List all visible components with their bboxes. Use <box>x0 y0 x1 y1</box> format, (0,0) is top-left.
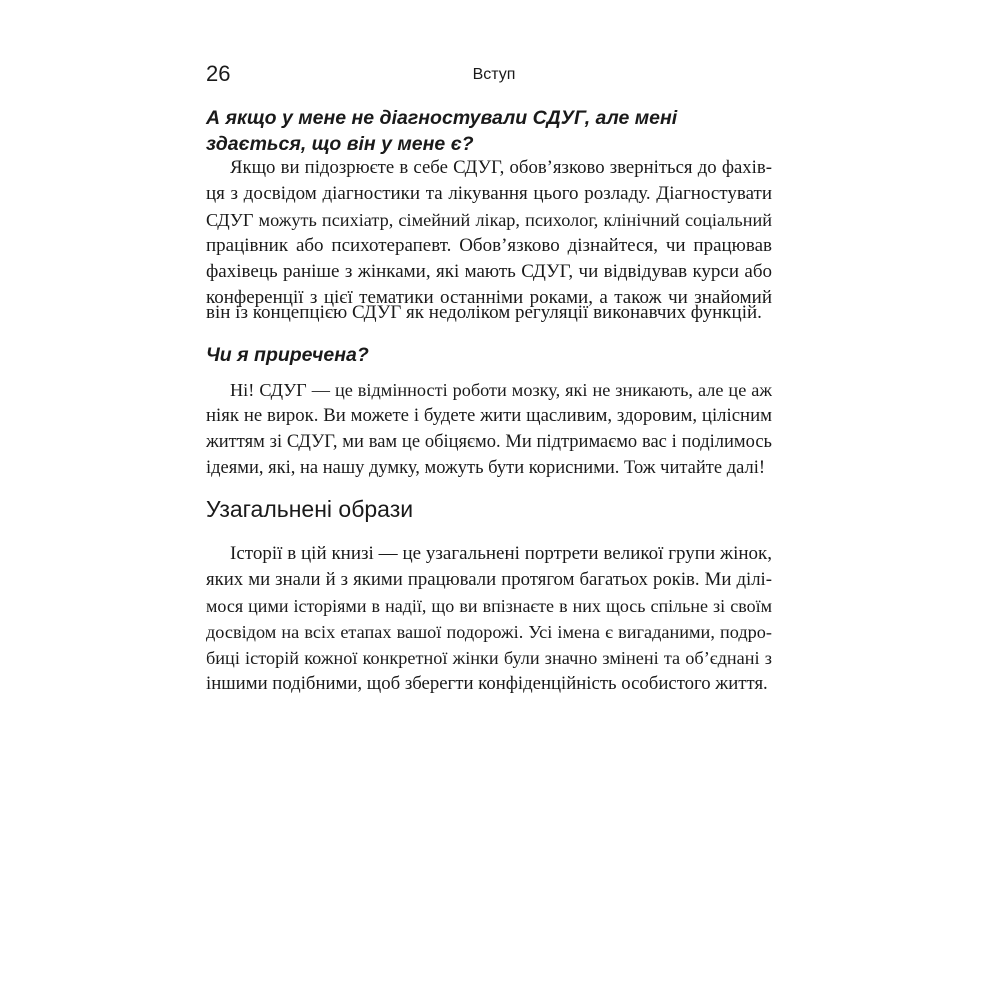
paragraph-line: іншими подібними, щоб зберегти конфіденційність особистого життя. <box>206 673 768 694</box>
paragraph-line: биці історій кожної конкретної жінки були значно змінені та об’єднані з <box>206 648 772 668</box>
running-head: Вступ <box>472 66 516 83</box>
paragraph-line: СДУГ можуть психіатр, сімейний лікар, психолог, клінічний соціальний <box>206 210 772 230</box>
paragraph-line: мося цими історіями в надії, що ви впізнаєте в них щось спільне зі своїм <box>206 596 772 616</box>
paragraph-line: Якщо ви підозрюєте в себе СДУГ, обов’язково зверніться до фахів- <box>230 157 772 178</box>
paragraph-line: фахівець раніше з жінками, які мають СДУГ, чи відвідував курси або <box>206 261 772 282</box>
section-title: Узагальнені образи <box>206 496 414 522</box>
paragraph-line: конференції з цієї тематики останніми роками, а також чи знайомий <box>206 287 772 308</box>
paragraph-line: ідеями, які, на нашу думку, можуть бути корисними. Тож читайте далі! <box>206 458 766 478</box>
paragraph-line: Ні! СДУГ — це відмінності роботи мозку, які не зникають, але це аж <box>230 380 772 400</box>
section-heading-line: здається, що він у мене є? <box>206 133 474 155</box>
paragraph-line: Історії в цій книзі — це узагальнені портрети великої групи жінок, <box>230 543 772 564</box>
section-heading-line: А якщо у мене не діагностували СДУГ, але мені <box>206 107 678 129</box>
paragraph-line: яких ми знали й з якими працювали протягом багатьох років. Ми ділі- <box>206 569 772 590</box>
page-number: 26 <box>206 61 231 86</box>
paragraph-line: ця з досвідом діагностики та лікування цього розладу. Діагностувати <box>206 183 772 204</box>
paragraph-line: ніяк не вирок. Ви можете і будете жити щасливим, здоровим, цілісним <box>206 405 772 426</box>
paragraph-line: працівник або психотерапевт. Обов’язково дізнайтеся, чи працював <box>206 235 772 256</box>
paragraph-line: досвідом на всіх етапах вашої подорожі. Усі імена є вигаданими, подро- <box>206 622 772 642</box>
section-heading: Чи я приречена? <box>206 344 369 366</box>
paragraph-line: життям зі СДУГ, ми вам це обіцяємо. Ми підтримаємо вас і поділимось <box>206 432 772 452</box>
paragraph-line: він із концепцією СДУГ як недоліком регуляції виконавчих функцій. <box>206 302 762 323</box>
